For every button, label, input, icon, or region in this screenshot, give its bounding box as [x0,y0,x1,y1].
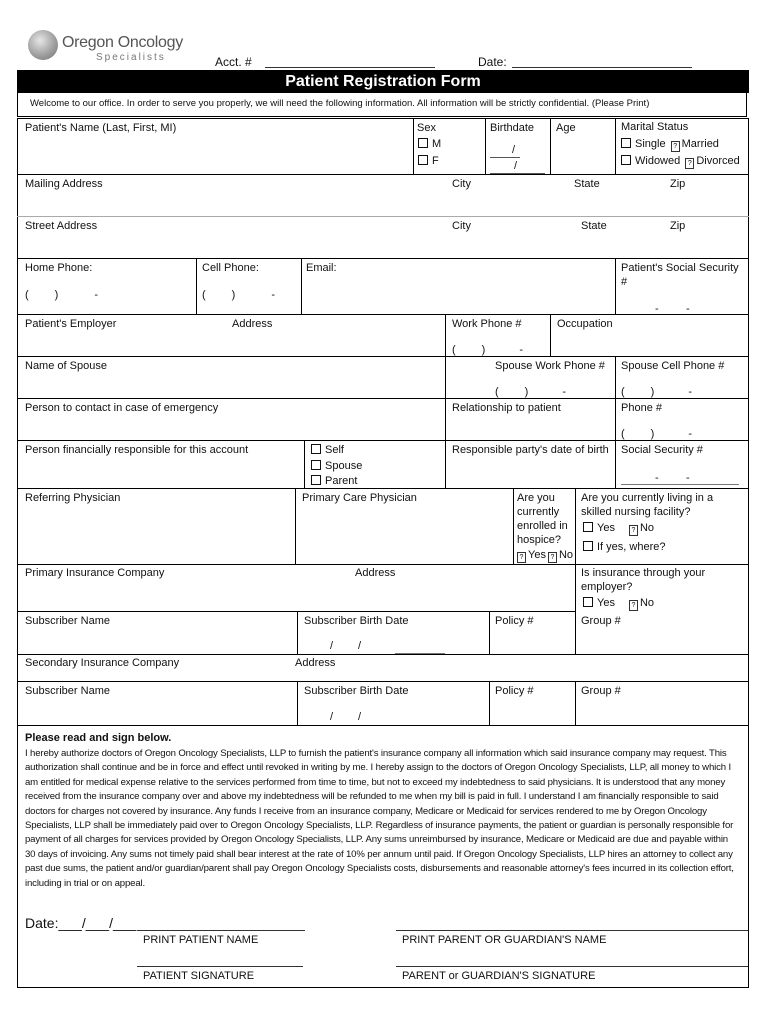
subscriber-birth-slash: / [330,711,334,723]
mailing-zip-label: Zip [670,178,686,190]
mailing-state-label: State [574,178,600,190]
ssn-dash: - [655,303,659,315]
occupation-label: Occupation [557,318,613,330]
employer-label: Patient's Employer [25,318,117,330]
consent-text: I hereby authorize doctors of Oregon Oncology Specialists, LLP to furnish the patient's insurance company all information which said insurance company may request. This authorization shall continue and be in force and effect until revoked in writing by me. I hereby assign to the doctors of Oregon Oncology Specialists, LLP, all money to which I am entitled for medical expense relative to the services performed from time to time, but not to exceed my indebtedness to said physicians. It is understood that any money received from the insurance company over and above my indebtedness will be refunded to me when my bill is paid in full. I understand I am financially responsible to said doctors for charges not covered by insurance. Any funds I receive from an insurance company, Medicare or Medicaid for services rendered to me by Oregon Oncology Specialists, LLP shall be immediately paid over to Oregon Oncology Specialists, LLP. Regardless of insurance payments, the patient or guardian is personally responsible for payment of all charges for services provided by Oregon Oncology Specialists, LLP. Any sums unreimbursed by insurance, Medicare or Medicaid are due and payable within 30 days of invoicing. Any sums not timely paid shall bear interest at the rate of 10% per annum until paid. If Oregon Oncology Specialists, LLP hires an attorney to collect any past due sums, the patient and/or guardian/parent shall pay Oregon Oncology Specialists costs, disbursements and reasonable attorney's fees incurred in its collection effort, including in trial or on appeal. [25,748,734,889]
welcome-text: Welcome to our office. In order to serve you properly, we will need the following information. All information will be strictly confidential. (Please Print) [17,93,747,117]
work-phone-format[interactable]: ( ) - [452,344,524,356]
spouse-name-label: Name of Spouse [25,360,107,372]
ssn-dash: - [686,472,690,484]
insurance-employer-question: Is insurance through your [581,567,706,579]
checkbox-icon [311,444,321,454]
hospice-question: Are you [517,492,555,504]
subscriber-name-label: Subscriber Name [25,685,110,697]
unknown-glyph-icon: ? [629,525,638,536]
street-address-label: Street Address [25,220,98,232]
street-city-label: City [452,220,471,232]
spouse-work-phone-label: Spouse Work Phone # [495,360,605,372]
secondary-insurance-label: Secondary Insurance Company [25,657,180,669]
checkbox-icon [621,138,631,148]
nursing-question: Are you currently living in a [581,492,714,504]
patient-name-label: Patient's Name (Last, First, MI) [25,122,177,134]
ssn-dash: - [655,472,659,484]
emergency-phone-format[interactable]: ( ) - [621,428,693,440]
birthdate-label: Birthdate [490,122,535,134]
nursing-yes-no[interactable]: Yes ? No [583,522,654,536]
logo-subtext: Specialists [96,52,166,63]
home-phone-format[interactable]: ( ) - [25,289,99,301]
checkbox-icon [311,460,321,470]
emergency-phone-label: Phone # [621,402,662,414]
checkbox-icon [583,597,593,607]
ssn-dash: - [686,303,690,315]
primary-care-physician-label: Primary Care Physician [302,492,417,504]
checkbox-icon [418,155,428,165]
primary-insurance-label: Primary Insurance Company [25,567,165,579]
hospice-question: hospice? [517,534,562,546]
responsible-dob-label: Responsible party's date of birth [452,444,609,456]
financial-spouse-option[interactable]: Spouse [311,460,362,472]
checkbox-icon [583,522,593,532]
spouse-cell-phone-label: Spouse Cell Phone # [621,360,725,372]
subscriber-birth-label: Subscriber Birth Date [304,685,409,697]
insurance-employer-question: employer? [581,581,633,593]
hospice-yes-no[interactable]: ? Yes ? No [515,549,573,563]
birthdate-slash: / [514,160,518,172]
policy-label: Policy # [495,615,534,627]
mailing-address-label: Mailing Address [25,178,103,190]
cell-phone-label: Cell Phone: [202,262,259,274]
street-state-label: State [581,220,607,232]
group-label: Group # [581,685,621,697]
subscriber-birth-slash: / [358,640,362,652]
marital-single-option[interactable]: Single ? Married [621,138,719,152]
logo-text: Oregon Oncology [62,34,183,51]
form-title: Patient Registration Form [17,70,749,93]
sex-m-option[interactable]: M [418,138,441,150]
hospice-question: currently [517,506,560,518]
employer-address-label: Address [232,318,273,330]
financial-responsible-label: Person financially responsible for this account [25,444,249,456]
cell-phone-format[interactable]: ( ) - [202,289,276,301]
relationship-label: Relationship to patient [452,402,561,414]
insurance-employer-yes-no[interactable]: Yes ? No [583,597,654,611]
birthdate-slash: / [512,144,516,156]
print-patient-name-label: PRINT PATIENT NAME [143,934,259,946]
referring-physician-label: Referring Physician [25,492,121,504]
sex-label: Sex [417,122,436,134]
home-phone-label: Home Phone: [25,262,93,274]
subscriber-birth-label: Subscriber Birth Date [304,615,409,627]
signature-date[interactable]: Date:___/___/___ [25,915,137,931]
spouse-cell-phone-format[interactable]: ( ) - [621,386,693,398]
marital-status-label: Marital Status [621,121,689,133]
group-label: Group # [581,615,621,627]
nursing-question: skilled nursing facility? [581,506,691,518]
primary-insurance-address-label: Address [355,567,396,579]
emergency-contact-label: Person to contact in case of emergency [25,402,219,414]
responsible-ssn-label: Social Security # [621,444,703,456]
hospice-question: enrolled in [517,520,568,532]
policy-label: Policy # [495,685,534,697]
guardian-signature-label: PARENT or GUARDIAN'S SIGNATURE [402,970,596,982]
acct-label: Acct. # [215,55,252,69]
work-phone-label: Work Phone # [452,318,522,330]
date-field[interactable] [512,55,692,68]
oregon-oncology-logo [28,30,198,66]
unknown-glyph-icon: ? [671,141,680,152]
financial-parent-option[interactable]: Parent [311,475,357,487]
unknown-glyph-icon: ? [685,158,694,169]
subscriber-birth-slash: / [330,640,334,652]
checkbox-icon [583,541,593,551]
nursing-if-yes[interactable]: If yes, where? [583,541,665,553]
acct-field[interactable] [265,55,435,68]
street-zip-label: Zip [670,220,686,232]
checkbox-icon [621,155,631,165]
marital-widowed-option[interactable]: Widowed ? Divorced [621,155,740,169]
ssn-label: Patient's Social Security [621,262,739,274]
checkbox-icon [311,475,321,485]
subscriber-birth-slash: / [358,711,362,723]
secondary-insurance-address-label: Address [295,657,336,669]
unknown-glyph-icon: ? [517,552,526,563]
patient-signature-label: PATIENT SIGNATURE [143,970,255,982]
financial-self-option[interactable]: Self [311,444,344,456]
print-guardian-name-label: PRINT PARENT OR GUARDIAN'S NAME [402,934,607,946]
checkbox-icon [418,138,428,148]
date-label: Date: [478,55,507,69]
email-label: Email: [306,262,337,274]
subscriber-name-label: Subscriber Name [25,615,110,627]
unknown-glyph-icon: ? [629,600,638,611]
logo-globe-icon [28,30,58,60]
ssn-label-hash: # [621,276,628,288]
unknown-glyph-icon: ? [548,552,557,563]
sex-f-option[interactable]: F [418,155,439,167]
mailing-city-label: City [452,178,471,190]
consent-heading: Please read and sign below. [25,732,172,744]
spouse-work-phone-format[interactable]: ( ) - [495,386,567,398]
age-label: Age [556,122,576,134]
